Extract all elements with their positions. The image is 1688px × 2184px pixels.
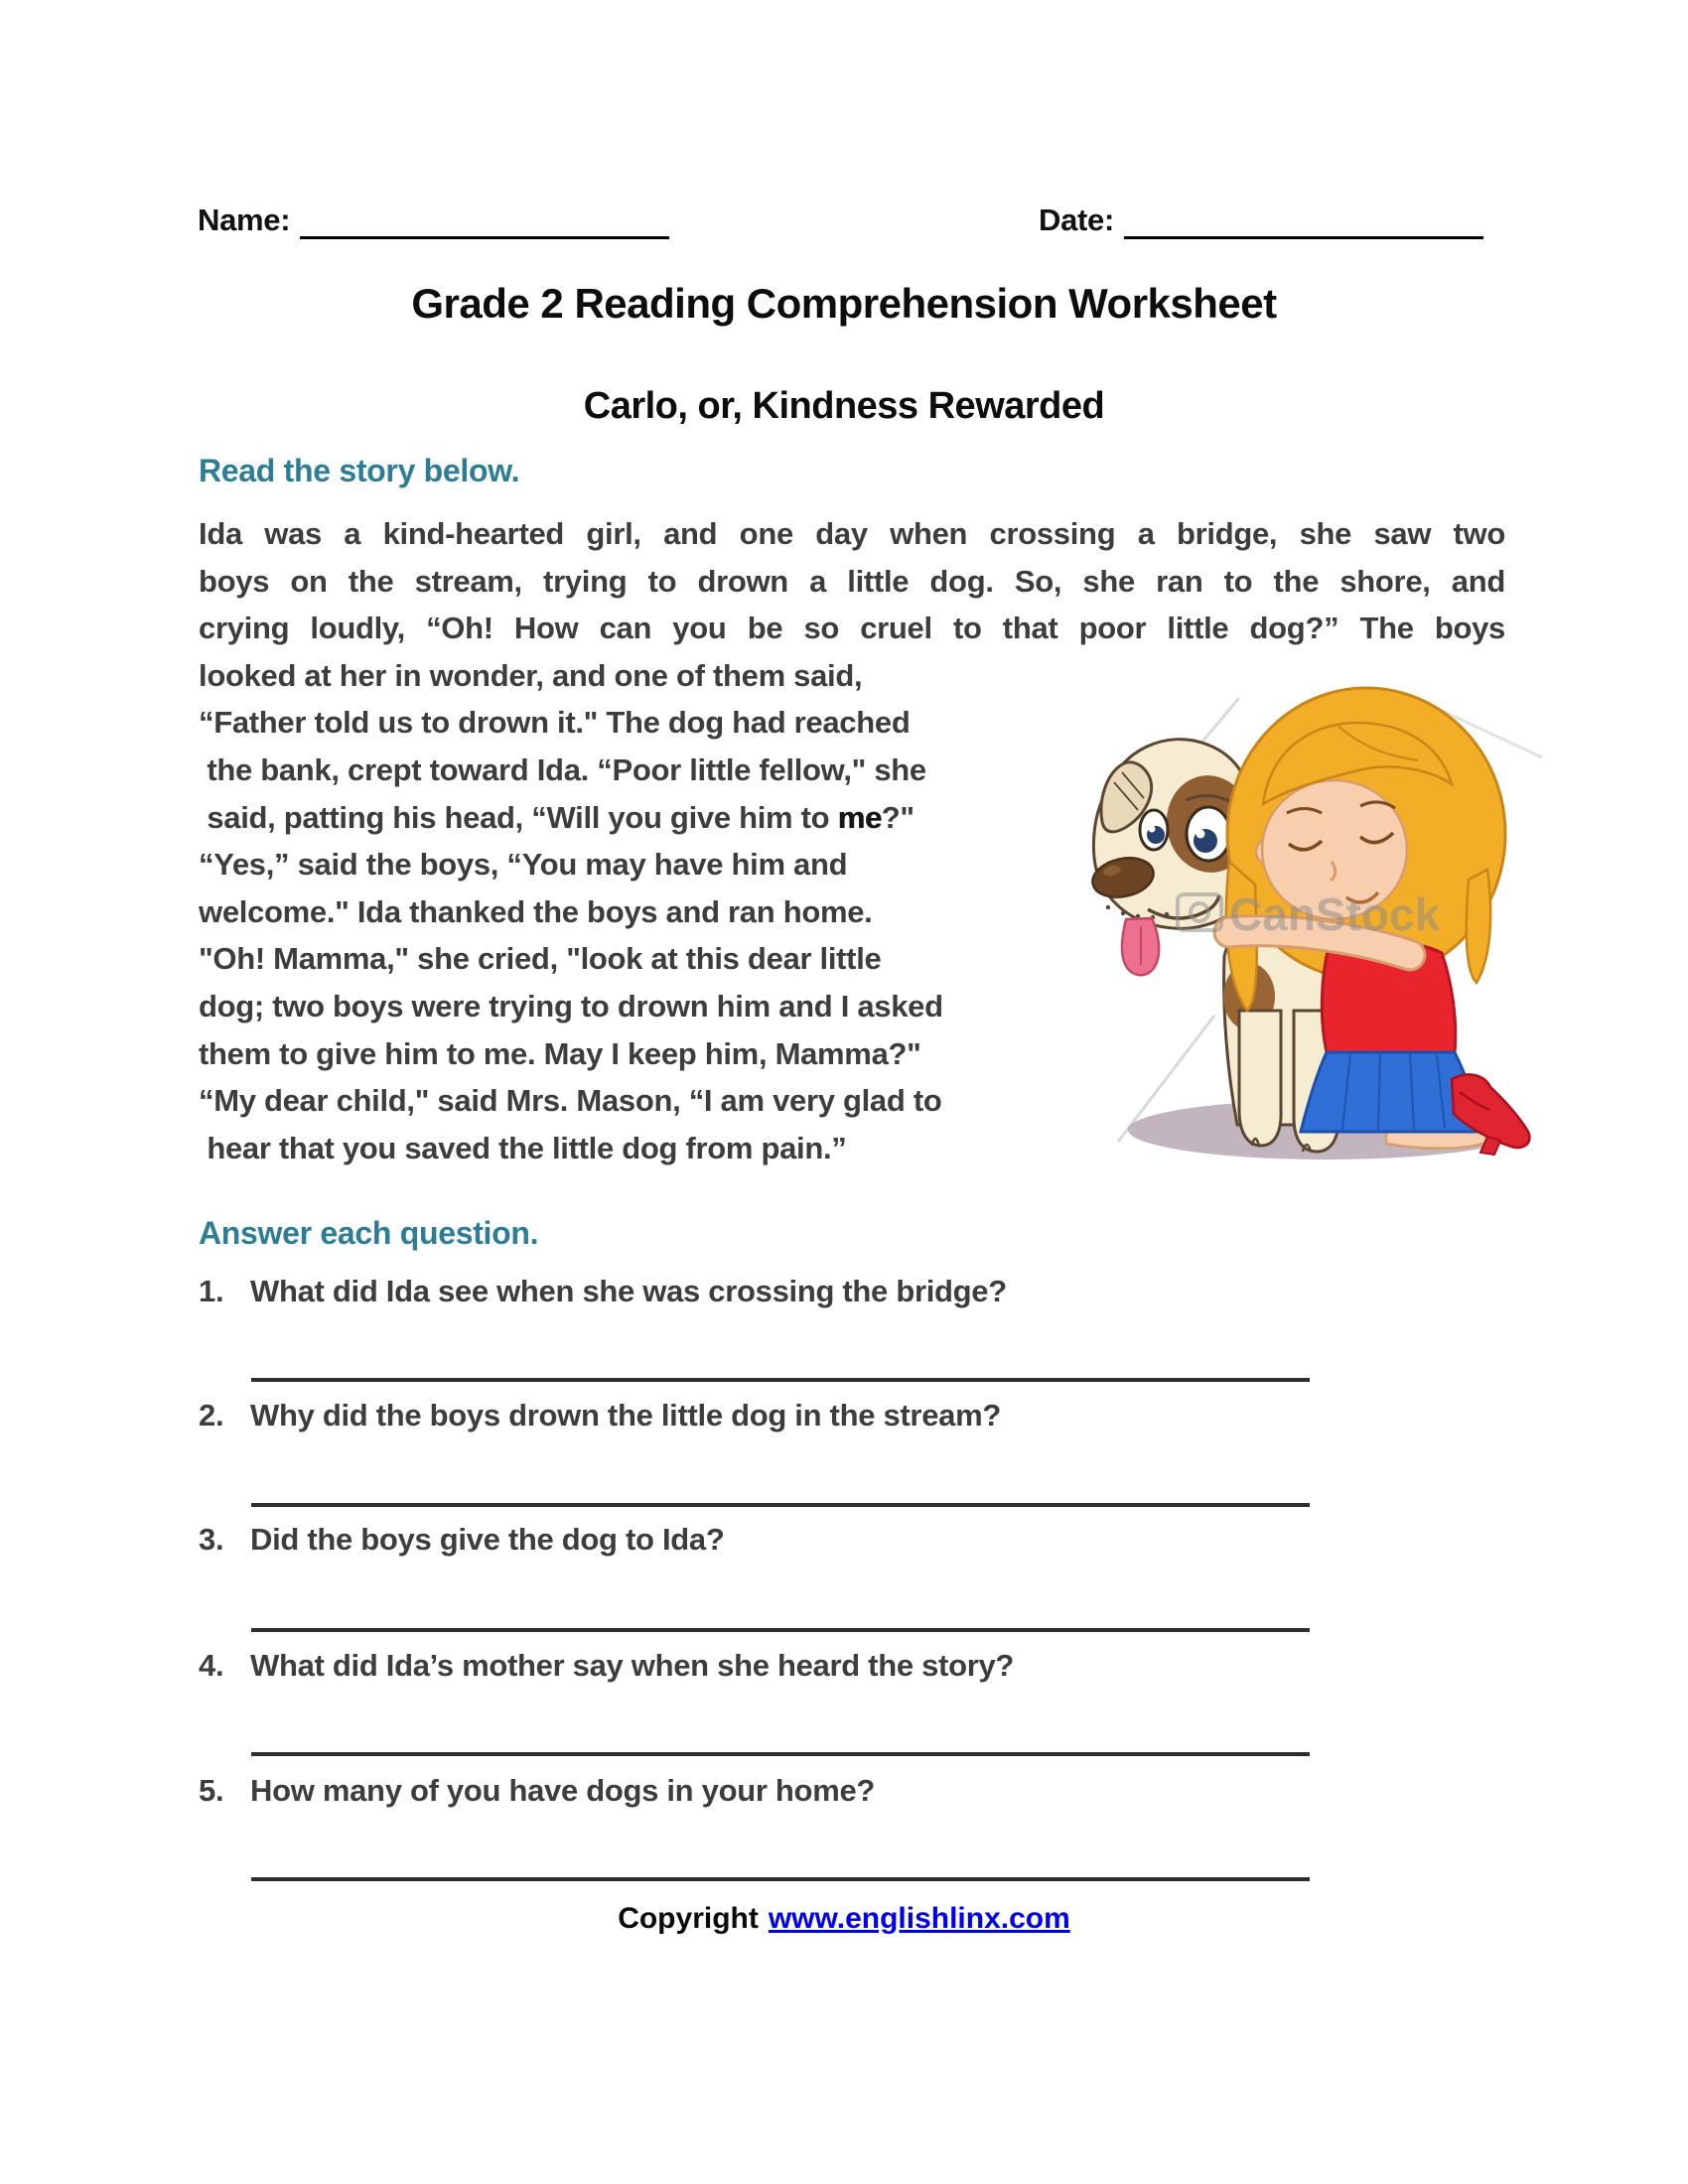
- story-line-fragment: said, patting his head, “Will you give him to: [199, 799, 838, 835]
- answer-line: [251, 1752, 1310, 1756]
- answer-line: [251, 1877, 1310, 1881]
- watermark-text: CanStock: [1229, 888, 1441, 940]
- answer-questions-heading: Answer each question.: [199, 1215, 539, 1251]
- story-line: “Yes,” said the boys, “You may have him and: [199, 847, 848, 883]
- story-line: boys on the stream, trying to drown a little dog. So, she ran to the shore, and: [199, 563, 1505, 599]
- emphasized-word: me: [837, 799, 882, 835]
- story-title: Carlo, or, Kindness Rewarded: [583, 385, 1105, 427]
- story-line: welcome." Ida thanked the boys and ran home.: [199, 893, 873, 929]
- name-field: [198, 201, 669, 239]
- question-text: Did the boys give the dog to Ida?: [250, 1522, 725, 1557]
- story-line: “Father told us to drown it." The dog had reached: [199, 705, 911, 741]
- story-line: "Oh! Mamma," she cried, "look at this dear little: [199, 941, 882, 977]
- story-line-fragment: ?": [881, 799, 914, 835]
- story-line: the bank, crept toward Ida. “Poor little fellow," she: [199, 751, 926, 787]
- answer-line: [251, 1378, 1310, 1382]
- question-item: [199, 1773, 1509, 1809]
- question-item: [199, 1398, 1509, 1433]
- question-number: 3.: [199, 1522, 224, 1557]
- question-number: 4.: [199, 1648, 224, 1683]
- girl-dog-illustration: [1090, 683, 1552, 1167]
- story-line: hear that you saved the little dog from pain.”: [199, 1130, 847, 1165]
- question-text: What did Ida’s mother say when she heard the story?: [250, 1648, 1015, 1683]
- story-line: “My dear child," said Mrs. Mason, “I am very glad to: [199, 1083, 942, 1119]
- date-label: Date:: [1039, 203, 1115, 237]
- name-blank-line: [300, 201, 669, 239]
- date-field: [1039, 201, 1483, 239]
- question-number: 5.: [199, 1773, 224, 1808]
- answer-line: [251, 1503, 1310, 1507]
- page-title: Grade 2 Reading Comprehension Worksheet: [411, 280, 1277, 327]
- question-item: [199, 1522, 1509, 1558]
- question-text: What did Ida see when she was crossing the bridge?: [250, 1274, 1007, 1308]
- question-number: 2.: [199, 1398, 224, 1433]
- name-label: Name:: [198, 203, 291, 237]
- story-line: them to give him to me. May I keep him, Mamma?": [199, 1035, 921, 1071]
- copyright-link[interactable]: www.englishlinx.com: [768, 1902, 1070, 1935]
- question-text: How many of you have dogs in your home?: [250, 1773, 876, 1808]
- answer-line: [251, 1628, 1310, 1632]
- question-text: Why did the boys drown the little dog in the stream?: [250, 1398, 1001, 1433]
- story-line: Ida was a kind-hearted girl, and one day when crossing a bridge, she saw two: [199, 516, 1505, 551]
- read-story-heading: Read the story below.: [199, 453, 520, 488]
- story-line: crying loudly, “Oh! How can you be so cruel to that poor little dog?” The boys: [199, 611, 1505, 646]
- question-number: 1.: [199, 1274, 224, 1308]
- story-line: dog; two boys were trying to drown him and I asked: [199, 988, 943, 1024]
- question-item: [199, 1648, 1509, 1684]
- copyright-label: Copyright: [618, 1902, 759, 1935]
- footer: [0, 1902, 1688, 1936]
- story-line: looked at her in wonder, and one of them said,: [199, 657, 863, 693]
- question-item: [199, 1274, 1509, 1309]
- date-blank-line: [1124, 201, 1483, 239]
